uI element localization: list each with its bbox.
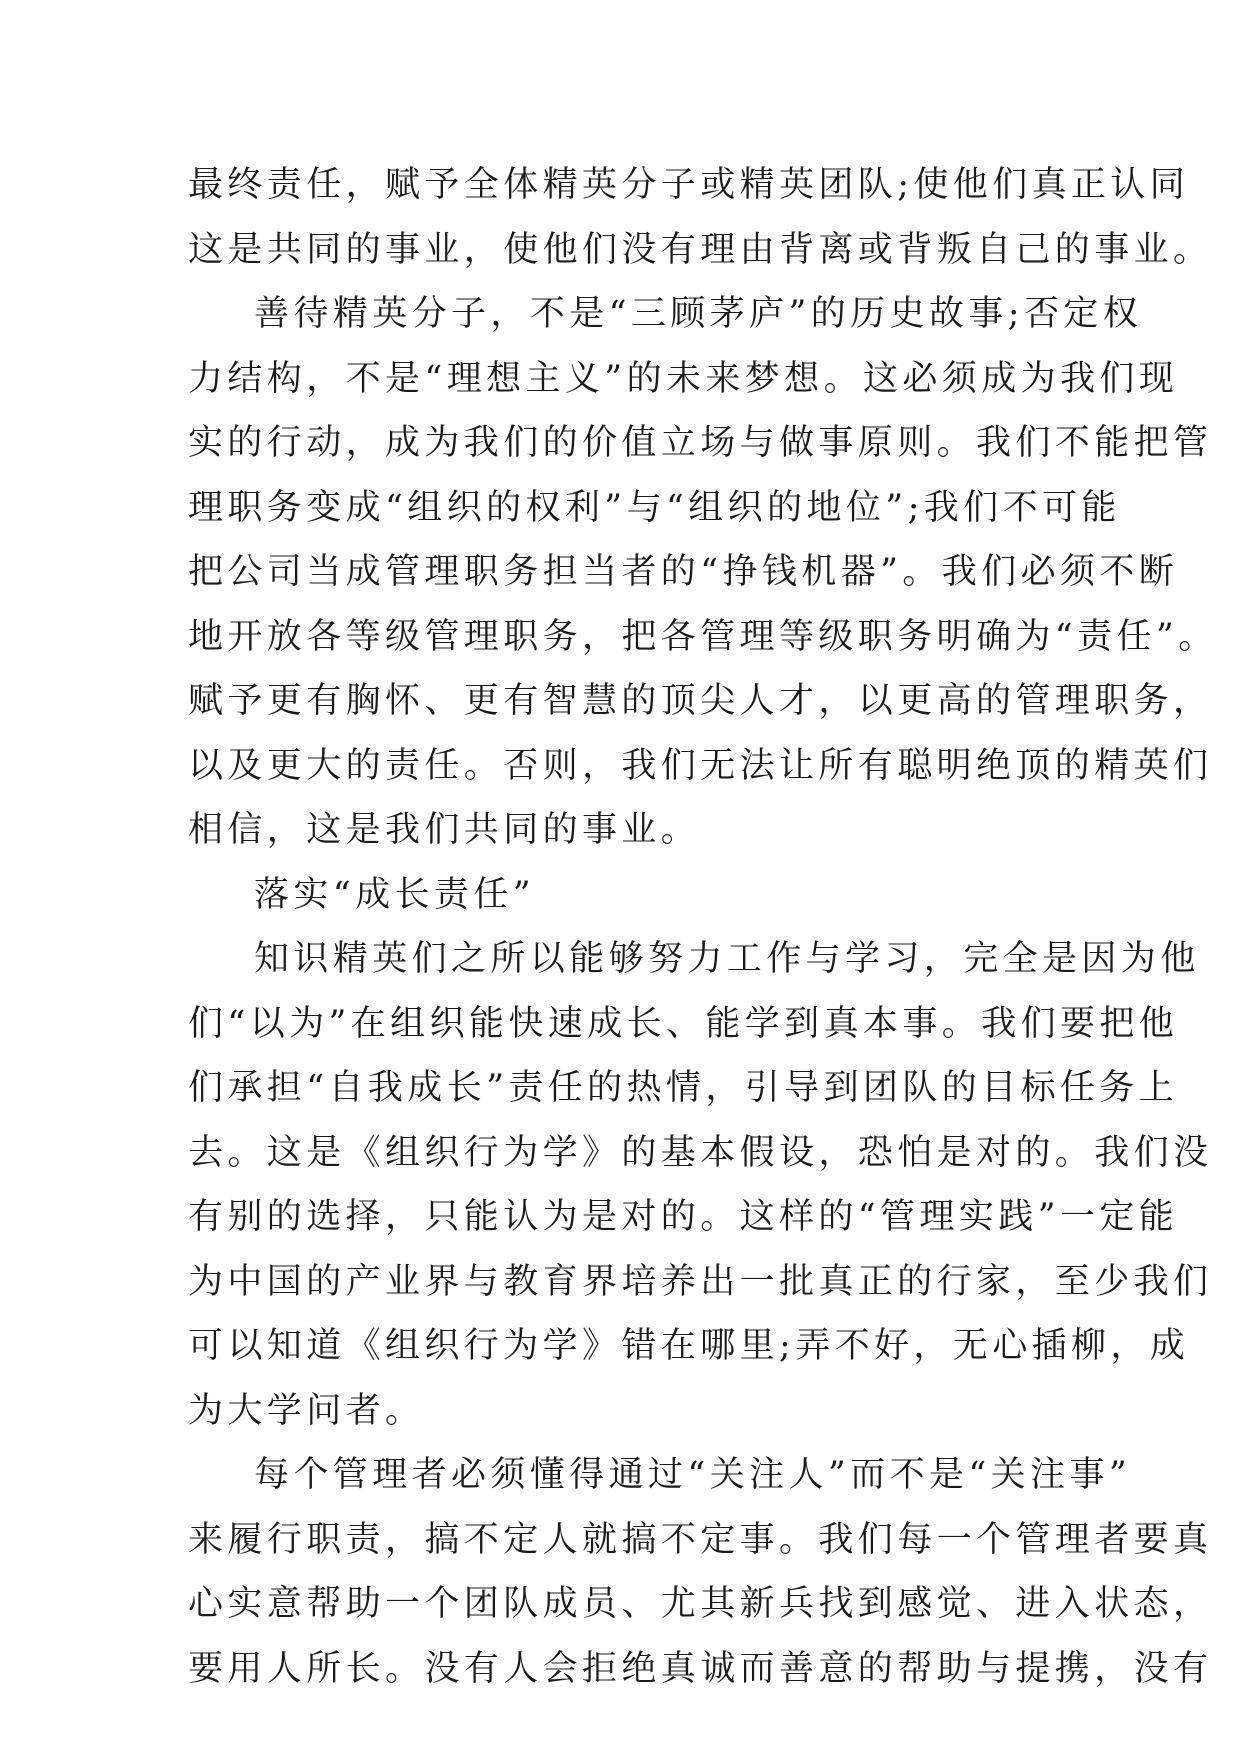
text-line: 善待精英分子，不是“三顾茅庐”的历史故事;否定权 [254,294,1143,334]
text-line: 每个管理者必须懂得通过“关注人”而不是“关注事” [254,1455,1132,1495]
text-line: 为大学问者。 [188,1390,425,1431]
text-line: 地开放各等级管理职务，把各管理等级职务明确为“责任”。 [188,616,1218,657]
text-line: 有别的选择，只能认为是对的。这样的“管理实践”一定能 [188,1197,1179,1237]
section-heading: 落实“成长责任” [254,874,535,915]
text-line: 来履行职责，搞不定人就搞不定事。我们每一个管理者要真 [188,1519,1213,1560]
text-line: 为中国的产业界与教育界培养出一批真正的行家，至少我们 [188,1261,1213,1302]
text-line: 实的行动，成为我们的价值立场与做事原则。我们不能把管 [188,423,1213,463]
text-line: 知识精英们之所以能够努力工作与学习，完全是因为他 [254,939,1200,979]
text-line: 去。这是《组织行为学》的基本假设，恐怕是对的。我们没 [188,1132,1213,1173]
text-line: 们承担“自我成长”责任的热情，引导到团队的目标任务上 [188,1068,1179,1108]
text-line: 最终责任，赋予全体精英分子或精英团队;使他们真正认同 [188,165,1190,205]
text-line: 赋予更有胸怀、更有智慧的顶尖人才，以更高的管理职务， [188,681,1213,721]
text-line: 这是共同的事业，使他们没有理由背离或背叛自己的事业。 [188,229,1213,270]
text-line: 相信，这是我们共同的事业。 [188,810,701,850]
text-line: 力结构，不是“理想主义”的未来梦想。这必须成为我们现 [188,358,1179,399]
text-line: 心实意帮助一个团队成员、尤其新兵找到感觉、进入状态， [188,1584,1213,1624]
text-line: 们“以为”在组织能快速成长、能学到真本事。我们要把他 [188,1003,1179,1044]
text-line: 把公司当成管理职务担当者的“挣钱机器”。我们必须不断 [188,552,1179,592]
text-line: 理职务变成“组织的权利”与“组织的地位”;我们不可能 [188,487,1121,528]
text-line: 以及更大的责任。否则，我们无法让所有聪明绝顶的精英们 [188,745,1213,786]
body-text [188,153,1218,1701]
text-line: 可以知道《组织行为学》错在哪里;弄不好，无心插柳，成 [188,1326,1190,1366]
text-line: 要用人所长。没有人会拒绝真诚而善意的帮助与提携，没有 [188,1648,1213,1689]
